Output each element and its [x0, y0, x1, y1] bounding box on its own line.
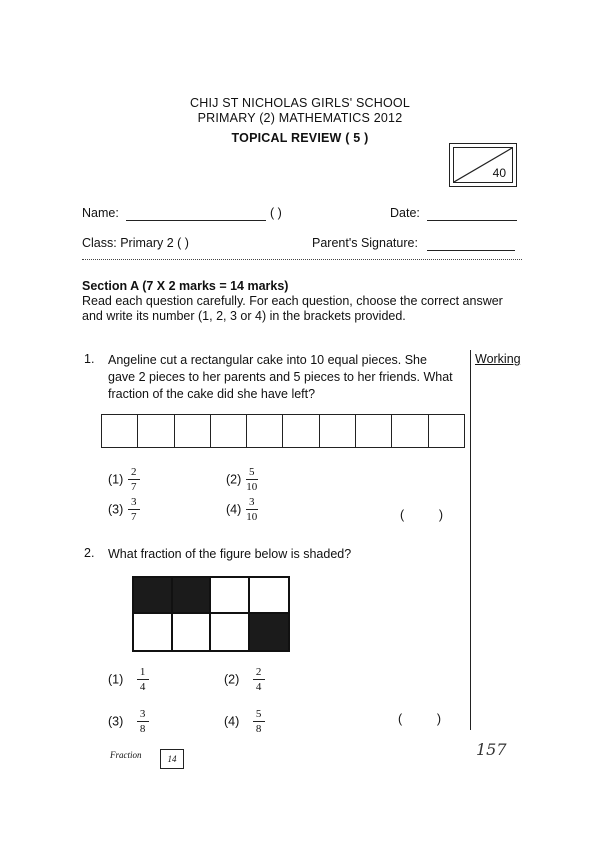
- denominator: 10: [246, 511, 258, 523]
- cake-piece: [175, 415, 211, 447]
- score-box: [449, 143, 517, 187]
- option-label: (4): [224, 714, 240, 729]
- paper-subject: PRIMARY (2) MATHEMATICS 2012: [197, 111, 403, 125]
- option-fraction: [128, 466, 140, 493]
- question-1-option-3[interactable]: [108, 496, 140, 523]
- shaded-figure: [132, 576, 290, 652]
- option-fraction: [253, 708, 265, 735]
- question-2-option-1[interactable]: [108, 666, 149, 693]
- option-label: (1): [108, 672, 124, 687]
- numerator: 2: [255, 666, 262, 678]
- unshaded-cell: [173, 614, 212, 650]
- cake-piece: [283, 415, 319, 447]
- question-2-number: 2.: [84, 546, 95, 560]
- question-1-text-line1: Angeline cut a rectangular cake into 10 equal pieces. She: [108, 353, 427, 367]
- denominator: 10: [246, 481, 258, 493]
- paper-title: TOPICAL REVIEW ( 5 ): [231, 131, 369, 145]
- shaded-cell: [173, 578, 212, 614]
- shaded-cell: [134, 578, 173, 614]
- shaded-cell: [250, 614, 289, 650]
- date-label: Date:: [390, 206, 420, 220]
- unshaded-cell: [211, 614, 250, 650]
- unshaded-cell: [134, 614, 173, 650]
- question-1-text-line2: gave 2 pieces to her parents and 5 pieces to her friends. What: [108, 370, 453, 384]
- divider: [82, 259, 522, 260]
- option-label: (2): [226, 472, 242, 487]
- name-label: Name:: [82, 206, 119, 220]
- name-field[interactable]: [126, 219, 266, 221]
- unshaded-cell: [211, 578, 250, 614]
- numerator: 1: [139, 666, 146, 678]
- question-1-answer-bracket[interactable]: ( ): [400, 508, 444, 522]
- cake-piece: [102, 415, 138, 447]
- option-fraction: [137, 708, 149, 735]
- question-2-option-3[interactable]: [108, 708, 149, 735]
- working-column-divider: [470, 350, 471, 730]
- option-label: (3): [108, 714, 124, 729]
- denominator: 8: [255, 723, 262, 735]
- question-1-option-2[interactable]: [226, 466, 258, 493]
- working-label: Working: [475, 352, 521, 366]
- numerator: 3: [248, 496, 255, 508]
- question-2-option-4[interactable]: [224, 708, 265, 735]
- section-instruction-line2: and write its number (1, 2, 3 or 4) in the brackets provided.: [82, 309, 406, 323]
- page-number: 14: [160, 749, 184, 769]
- denominator: 7: [130, 511, 137, 523]
- cake-piece: [429, 415, 464, 447]
- school-name: CHIJ ST NICHOLAS GIRLS' SCHOOL: [189, 96, 410, 110]
- option-label: (2): [224, 672, 240, 687]
- question-1-text-line3: fraction of the cake did she have left?: [108, 387, 316, 401]
- option-label: (3): [108, 502, 124, 517]
- topic-label: Fraction: [110, 750, 142, 760]
- signature-field[interactable]: [427, 249, 515, 251]
- score-total: 40: [492, 166, 506, 180]
- denominator: 4: [139, 681, 146, 693]
- question-1-option-1[interactable]: [108, 466, 140, 493]
- unshaded-cell: [250, 578, 289, 614]
- question-1-number: 1.: [84, 352, 95, 366]
- cake-piece: [138, 415, 174, 447]
- question-2-option-2[interactable]: [224, 666, 265, 693]
- question-1-option-4[interactable]: [226, 496, 258, 523]
- denominator: 7: [130, 481, 137, 493]
- numerator: 2: [130, 466, 137, 478]
- handwritten-page-number: 157: [476, 740, 507, 759]
- cake-piece: [392, 415, 428, 447]
- option-fraction: [246, 466, 258, 493]
- cake-piece: [320, 415, 356, 447]
- option-fraction: [137, 666, 149, 693]
- numerator: 5: [248, 466, 255, 478]
- denominator: 4: [255, 681, 262, 693]
- numerator: 5: [255, 708, 262, 720]
- cake-strip-diagram: [101, 414, 465, 448]
- section-instruction-line1: Read each question carefully. For each question, choose the correct answer: [82, 294, 503, 308]
- option-fraction: [253, 666, 265, 693]
- numerator: 3: [130, 496, 137, 508]
- option-label: (4): [226, 502, 242, 517]
- section-title: Section A (7 X 2 marks = 14 marks): [82, 279, 289, 293]
- class-label: Class: Primary 2 ( ): [82, 236, 189, 250]
- signature-label: Parent's Signature:: [312, 236, 418, 250]
- cake-piece: [247, 415, 283, 447]
- option-fraction: [246, 496, 258, 523]
- question-2-text: What fraction of the figure below is shaded?: [108, 547, 352, 561]
- cake-piece: [356, 415, 392, 447]
- numerator: 3: [139, 708, 146, 720]
- date-field[interactable]: [427, 219, 517, 221]
- question-2-answer-bracket[interactable]: ( ): [398, 712, 442, 726]
- option-label: (1): [108, 472, 124, 487]
- denominator: 8: [139, 723, 146, 735]
- option-fraction: [128, 496, 140, 523]
- cake-piece: [211, 415, 247, 447]
- index-number-bracket[interactable]: ( ): [270, 206, 282, 220]
